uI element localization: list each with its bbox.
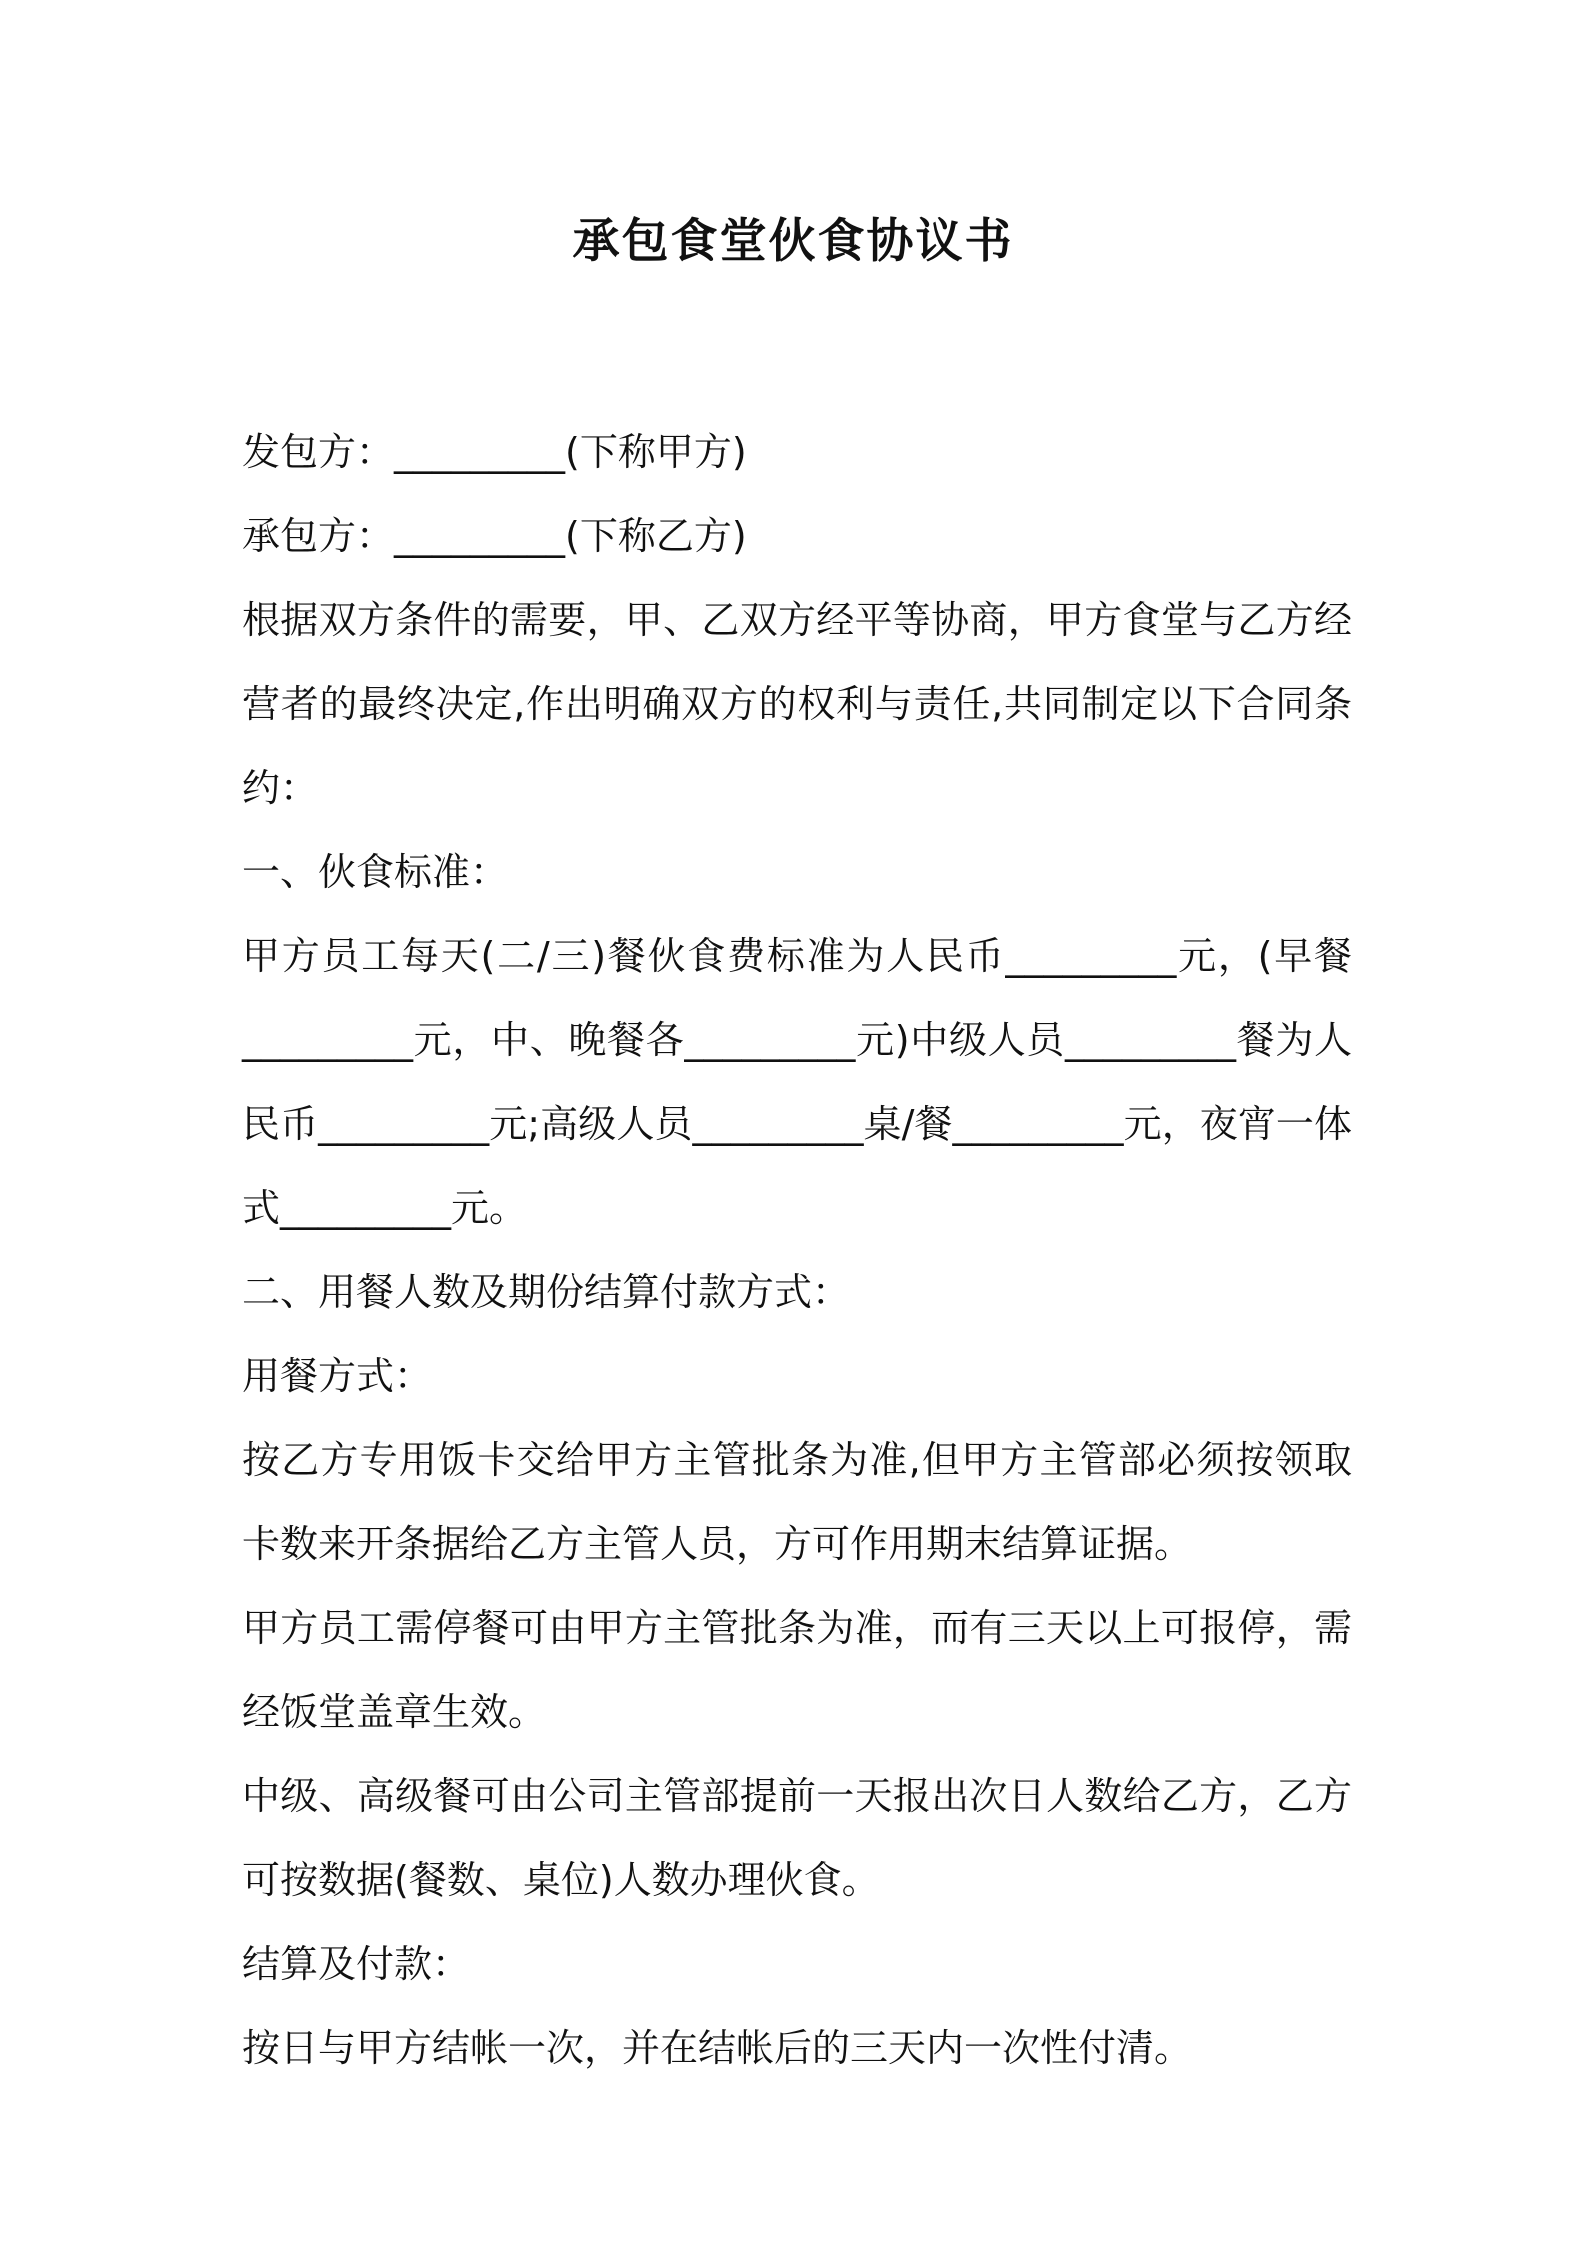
document-body (242, 410, 1352, 2090)
preamble-paragraph: 根据双方条件的需要，甲、乙双方经平等协商，甲方食堂与乙方经营者的最终决定,作出明确双方的权利与责任,共同制定以下合同条约： (242, 598, 1352, 810)
subheading-settlement-payment: 结算及付款： (242, 1942, 471, 1986)
subheading-dining-method: 用餐方式： (242, 1354, 433, 1398)
document-title: 承包食堂伙食协议书 (572, 214, 1014, 269)
section-heading-meal-standard: 一、伙食标准： (242, 850, 509, 894)
dining-method-paragraph-2: 甲方员工需停餐可由甲方主管批条为准，而有三天以上可报停，需经饭堂盖章生效。 (242, 1606, 1352, 1734)
dining-method-paragraph-3: 中级、高级餐可由公司主管部提前一天报出次日人数给乙方，乙方可按数据(餐数、桌位)人数办理伙食。 (242, 1774, 1352, 1902)
meal-standard-paragraph: 甲方员工每天(二/三)餐伙食费标准为人民币_________元，(早餐_________元，中、晚餐各_________元)中级人员_________餐为人民币_________元;高级人员_________桌/餐_________元，夜宵一体式_________元。 (242, 934, 1352, 1230)
section-heading-settlement: 二、用餐人数及期份结算付款方式： (242, 1270, 851, 1314)
contractor-party-b-line: 承包方：_________(下称乙方) (242, 514, 747, 558)
settlement-payment-paragraph: 按日与甲方结帐一次，并在结帐后的三天内一次性付清。 (242, 2026, 1193, 2070)
contractor-party-a-line: 发包方：_________(下称甲方) (242, 430, 747, 474)
dining-method-paragraph-1: 按乙方专用饭卡交给甲方主管批条为准,但甲方主管部必须按领取卡数来开条据给乙方主管人员，方可作用期末结算证据。 (242, 1438, 1352, 1566)
